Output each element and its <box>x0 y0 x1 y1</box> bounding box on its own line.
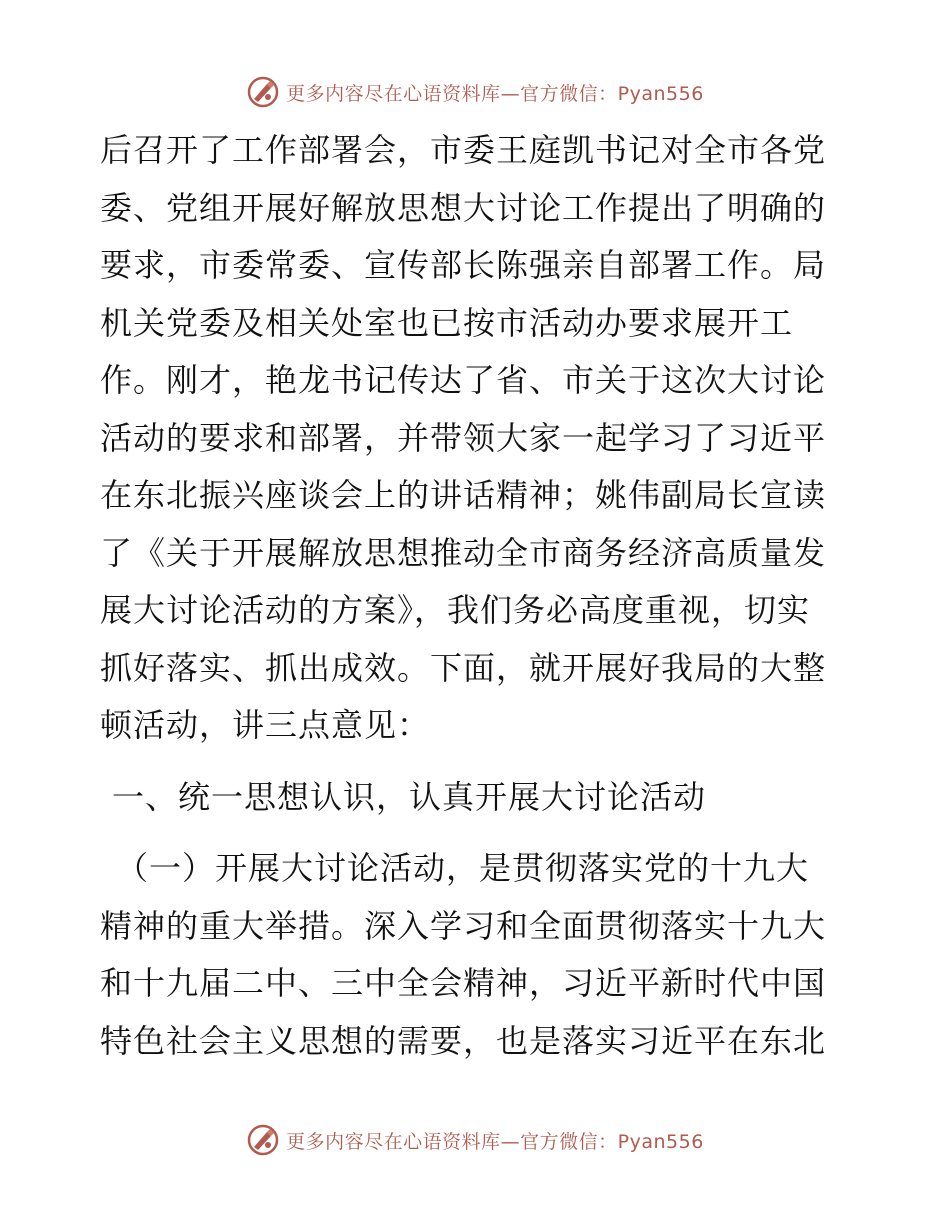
text-line: 展大讨论活动的方案》，我们务必高度重视，切实 <box>100 591 811 629</box>
logo-icon <box>246 1123 280 1157</box>
document-body <box>100 122 850 1070</box>
watermark-text: 更多内容尽在心语资料库—官方微信：Pyan556 <box>286 1130 704 1153</box>
watermark-top <box>0 72 950 112</box>
text-line: 机关党委及相关处室也已按市活动办要求展开工 <box>100 303 794 342</box>
paragraph <box>100 840 850 1070</box>
text-line: 和十九届二中、三中全会精神，习近平新时代中国 <box>100 964 827 1002</box>
text-line: 要求，市委常委、宣传部长陈强亲自部署工作。局 <box>100 246 827 284</box>
text-line: 精神的重大举措。深入学习和全面贯彻落实十九大 <box>100 906 827 945</box>
text-line: 活动的要求和部署，并带领大家一起学习了习近平 <box>100 418 827 457</box>
paragraph <box>100 122 850 755</box>
text-line: 抓好落实、抓出成效。下面，就开展好我局的大整 <box>100 648 827 687</box>
watermark-text: 更多内容尽在心语资料库—官方微信：Pyan556 <box>286 82 704 105</box>
text-line: 委、党组开展好解放思想大讨论工作提出了明确的 <box>100 188 827 227</box>
text-line: 特色社会主义思想的需要，也是落实习近平在东北 <box>100 1021 827 1060</box>
watermark-bottom <box>0 1120 950 1160</box>
text-line: 作。刚才，艳龙书记传达了省、市关于这次大讨论 <box>100 361 827 399</box>
text-line: 后召开了工作部署会，市委王庭凯书记对全市各党 <box>100 131 827 169</box>
text-line: 顿活动，讲三点意见： <box>100 706 431 744</box>
text-line: 在东北振兴座谈会上的讲话精神；姚伟副局长宣读 <box>100 476 827 514</box>
text-line: （一）开展大讨论活动，是贯彻落实党的十九大 <box>116 849 810 887</box>
section-heading: 一、统一思想认识，认真开展大讨论活动 <box>112 777 707 816</box>
text-line: 了《关于开展解放思想推动全市商务经济高质量发 <box>100 533 827 572</box>
logo-icon <box>246 75 280 109</box>
